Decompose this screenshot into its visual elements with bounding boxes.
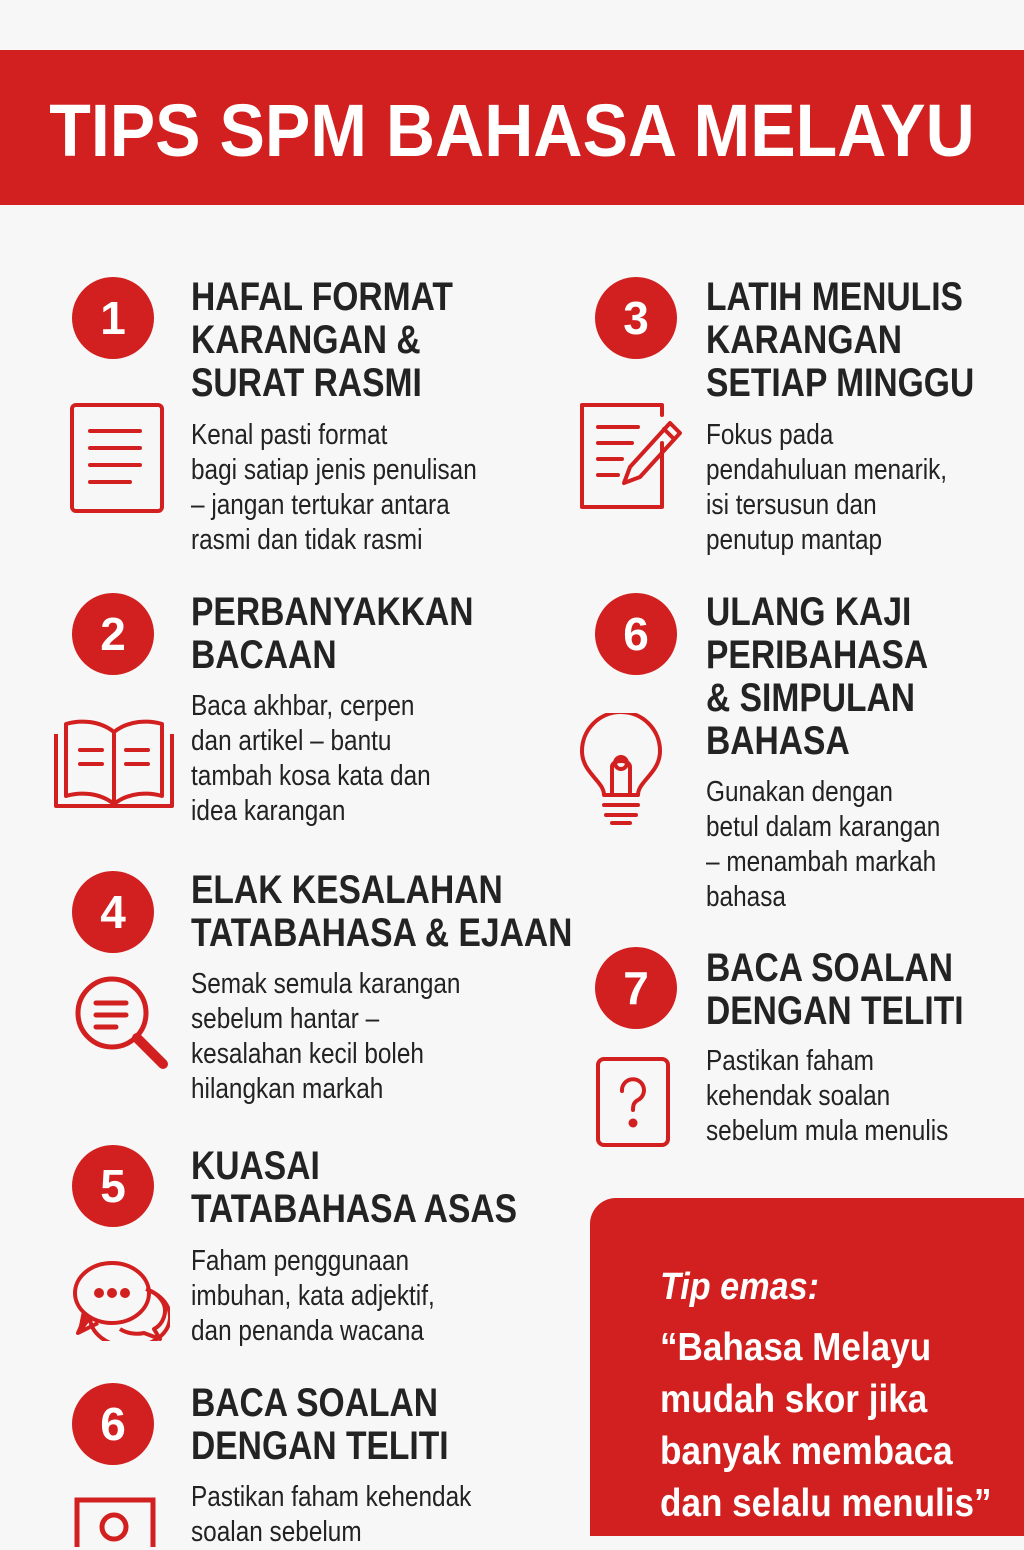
- tip-title-line: TATABAHASA ASAS: [191, 1187, 518, 1231]
- tip-desc-line: rasmi dan tidak rasmi: [191, 524, 423, 556]
- tip-title-line: & SIMPULAN: [706, 676, 916, 720]
- tip-desc-line: Semak semula karangan: [191, 968, 461, 1000]
- tip-desc-line: Baca akhbar, cerpen: [191, 690, 415, 722]
- golden-tip-label: Tip emas:: [660, 1266, 820, 1308]
- tip-number-badge: 7: [595, 947, 677, 1029]
- question-icon: [596, 1057, 670, 1147]
- tip-title-line: TATABAHASA & EJAAN: [191, 911, 573, 955]
- write-document-icon: [580, 403, 684, 511]
- tip-title-line: DENGAN TELITI: [706, 989, 964, 1033]
- tip-desc-line: penutup mantap: [706, 524, 883, 556]
- tip-number-badge: 4: [72, 871, 154, 953]
- tip-desc-line: – menambah markah: [706, 846, 937, 878]
- tip-title-line: BACA SOALAN: [706, 946, 954, 990]
- tip-number-badge: 1: [72, 277, 154, 359]
- tip-description: [191, 1244, 435, 1349]
- tip-title: [706, 276, 974, 405]
- tip-title: [191, 1145, 517, 1231]
- tip-description: [191, 418, 477, 558]
- tip-description: [706, 418, 947, 558]
- tip-title-line: HAFAL FORMAT: [191, 275, 453, 319]
- tip-title-line: SURAT RASMI: [191, 361, 422, 405]
- tip-desc-line: hilangkan markah: [191, 1073, 384, 1105]
- golden-tip-box: [590, 1198, 1024, 1536]
- tip-number-badge: 5: [72, 1145, 154, 1227]
- lightbulb-icon: [580, 713, 662, 831]
- tip-desc-line: tambah kosa kata dan: [191, 760, 431, 792]
- page-title: TIPS SPM BAHASA MELAYU: [49, 89, 975, 172]
- tip-desc-line: kesalahan kecil boleh: [191, 1038, 424, 1070]
- tip-desc-line: imbuhan, kata adjektif,: [191, 1280, 435, 1312]
- tip-desc-line: – jangan tertukar antara: [191, 489, 450, 521]
- tip-desc-line: Kenal pasti format: [191, 419, 388, 451]
- tip-title-line: PERIBAHASA: [706, 633, 929, 677]
- tip-description: [191, 1480, 471, 1550]
- tip-desc-line: Gunakan dengan: [706, 776, 893, 808]
- tip-desc-line: dan penanda wacana: [191, 1315, 424, 1347]
- tip-desc-line: soalan sebelum: [191, 1516, 362, 1548]
- tip-title-line: DENGAN TELITI: [191, 1424, 449, 1468]
- tip-title-line: ELAK KESALAHAN: [191, 868, 503, 912]
- tip-title-line: PERBANYAKKAN: [191, 590, 474, 634]
- tip-desc-line: Fokus pada: [706, 419, 834, 451]
- chat-bubbles-icon: [72, 1255, 170, 1341]
- tip-desc-line: idea karangan: [191, 795, 346, 827]
- golden-tip-quote: “Bahasa Melayu mudah skor jika banyak membaca dan selalu menulis”: [660, 1326, 992, 1525]
- tip-title-line: KARANGAN &: [191, 318, 421, 362]
- tip-title: [191, 1382, 449, 1468]
- tip-number-badge: 6: [595, 593, 677, 675]
- tip-title-line: LATIH MENULIS: [706, 275, 963, 319]
- open-book-icon: [54, 716, 174, 810]
- document-icon: [70, 403, 164, 513]
- tip-title: [191, 276, 453, 405]
- tip-desc-line: dan artikel – bantu: [191, 725, 392, 757]
- tip-desc-line: Pastikan faham: [706, 1045, 874, 1077]
- tip-desc-line: kehendak soalan: [706, 1080, 891, 1112]
- tip-desc-line: bahasa: [706, 881, 786, 913]
- tip-title-line: BACAAN: [191, 633, 337, 677]
- tip-title: [706, 591, 928, 763]
- search-box-icon: [74, 1497, 156, 1547]
- tip-description: [706, 1044, 948, 1149]
- tip-title: [706, 947, 964, 1033]
- tip-title-line: KARANGAN: [706, 318, 902, 362]
- magnifier-icon: [74, 975, 170, 1071]
- tip-desc-line: Pastikan faham kehendak: [191, 1481, 472, 1513]
- tip-desc-line: pendahuluan menarik,: [706, 454, 948, 486]
- tip-title: [191, 591, 474, 677]
- tip-title-line: SETIAP MINGGU: [706, 361, 975, 405]
- tip-desc-line: betul dalam karangan: [706, 811, 941, 843]
- tip-number-badge: 2: [72, 593, 154, 675]
- header-banner: [0, 50, 1024, 205]
- tip-desc-line: Faham penggunaan: [191, 1245, 410, 1277]
- tip-desc-line: sebelum mula menulis: [706, 1115, 949, 1147]
- tip-title-line: ULANG KAJI: [706, 590, 912, 634]
- tip-description: [191, 689, 431, 829]
- tip-desc-line: sebelum hantar –: [191, 1003, 380, 1035]
- tip-title-line: BAHASA: [706, 719, 850, 763]
- tip-title-line: BACA SOALAN: [191, 1381, 439, 1425]
- tip-description: [191, 967, 460, 1107]
- tip-number-badge: 3: [595, 277, 677, 359]
- tip-description: [706, 775, 940, 915]
- tip-title: [191, 869, 572, 955]
- tip-title-line: KUASAI: [191, 1144, 320, 1188]
- tip-desc-line: isi tersusun dan: [706, 489, 877, 521]
- tip-desc-line: bagi satiap jenis penulisan: [191, 454, 477, 486]
- tip-number-badge: 6: [72, 1383, 154, 1465]
